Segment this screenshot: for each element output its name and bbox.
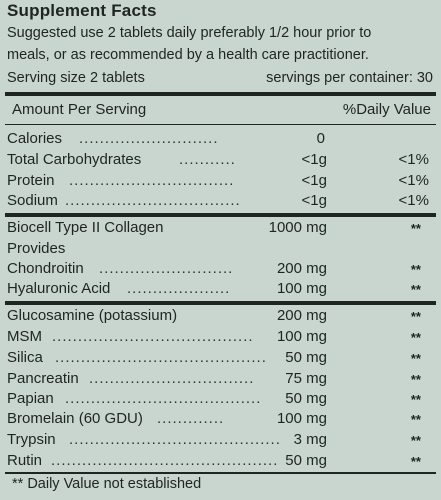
divider-thin xyxy=(5,124,436,125)
ingredient-amount: 1000 mg xyxy=(268,219,327,236)
nutrient-row-calories xyxy=(7,130,435,152)
ingredient-name: Pancreatin xyxy=(7,370,79,387)
leader-dots: .................................. xyxy=(65,192,241,209)
ingredient-daily-value: ** xyxy=(410,351,421,366)
ingredient-amount: 100 mg xyxy=(276,410,327,427)
ingredient-amount: 50 mg xyxy=(285,390,327,407)
ingredient-name: Silica xyxy=(7,349,43,366)
ingredient-daily-value: ** xyxy=(410,330,421,345)
nutrient-amount: <1g xyxy=(301,172,327,189)
divider-thin xyxy=(5,472,436,474)
ingredient-name: Glucosamine (potassium) xyxy=(7,307,178,324)
ingredient-daily-value: ** xyxy=(410,309,421,324)
ingredient-amount: 50 mg xyxy=(285,452,327,469)
ingredient-amount: 100 mg xyxy=(276,280,327,297)
nutrient-amount: 0 xyxy=(316,130,325,147)
leader-dots: ........... xyxy=(179,151,236,168)
nutrient-amount: <1g xyxy=(301,192,327,209)
ingredient-row-pancreatin xyxy=(7,370,435,392)
panel-title: Supplement Facts xyxy=(7,1,157,20)
nutrient-daily-value: <1% xyxy=(398,192,429,209)
leader-dots: .......................... xyxy=(99,260,234,277)
amount-per-serving-header: Amount Per Serving xyxy=(12,101,147,118)
nutrient-name: Sodium xyxy=(7,192,58,209)
usage-line-1: Suggested use 2 tablets daily preferably 1/2 hour prior to xyxy=(7,25,372,41)
divider-thick xyxy=(5,213,436,217)
ingredient-daily-value: ** xyxy=(410,262,421,277)
ingredient-row-collagen xyxy=(7,219,435,241)
leader-dots: ................................ xyxy=(89,370,255,387)
ingredient-amount: 3 mg xyxy=(293,431,327,448)
ingredient-amount: 75 mg xyxy=(285,370,327,387)
ingredient-name: Papian xyxy=(7,390,54,407)
ingredient-daily-value: ** xyxy=(410,282,421,297)
ingredient-daily-value: ** xyxy=(410,221,421,236)
leader-dots: ............. xyxy=(157,410,225,427)
ingredient-name: MSM xyxy=(7,328,42,345)
nutrient-daily-value: <1% xyxy=(398,172,429,189)
ingredient-daily-value: ** xyxy=(410,433,421,448)
ingredient-amount: 100 mg xyxy=(276,328,327,345)
ingredient-row-trypsin xyxy=(7,431,435,453)
nutrient-name: Total Carbohydrates xyxy=(7,151,142,168)
nutrient-name: Protein xyxy=(7,172,55,189)
ingredient-amount: 50 mg xyxy=(285,349,327,366)
ingredient-name: Rutin xyxy=(7,452,43,469)
usage-line-2: meals, or as recommended by a health care practitioner. xyxy=(7,47,369,63)
leader-dots: ....................................... xyxy=(52,328,254,345)
ingredient-amount: 200 mg xyxy=(276,307,327,324)
nutrient-name: Calories xyxy=(7,130,63,147)
ingredient-daily-value: ** xyxy=(410,372,421,387)
ingredient-name: Chondroitin xyxy=(7,260,84,277)
ingredient-daily-value: ** xyxy=(410,412,421,427)
ingredient-name: Biocell Type II Collagen xyxy=(7,219,164,236)
nutrient-row-protein xyxy=(7,172,435,194)
ingredient-row-silica xyxy=(7,349,435,371)
leader-dots: .................... xyxy=(127,280,231,297)
ingredient-name: Bromelain (60 GDU) xyxy=(7,410,143,427)
leader-dots: ...................................... xyxy=(65,390,262,407)
ingredient-name: Trypsin xyxy=(7,431,56,448)
ingredient-daily-value: ** xyxy=(410,454,421,469)
ingredient-row-msm xyxy=(7,328,435,350)
ingredient-daily-value: ** xyxy=(410,392,421,407)
ingredient-name: Hyaluronic Acid xyxy=(7,280,111,297)
divider-thick xyxy=(5,92,436,96)
divider-thick xyxy=(5,301,436,305)
ingredient-amount: 200 mg xyxy=(276,260,327,277)
footnote: ** Daily Value not established xyxy=(12,476,202,492)
servings-per-container: servings per container: 30 xyxy=(266,70,433,86)
leader-dots: ......................................... xyxy=(55,349,267,366)
ingredient-row-chondroitin xyxy=(7,260,435,282)
nutrient-row-sodium xyxy=(7,192,435,214)
nutrient-row-carbohydrates xyxy=(7,151,435,173)
ingredient-row-hyaluronic-acid xyxy=(7,280,435,302)
leader-dots: ........................... xyxy=(79,130,219,147)
daily-value-header: %Daily Value xyxy=(342,101,431,118)
ingredient-row-glucosamine xyxy=(7,307,435,329)
leader-dots: ................................ xyxy=(69,172,235,189)
serving-size: Serving size 2 tablets xyxy=(7,70,145,86)
nutrient-amount: <1g xyxy=(301,151,327,168)
leader-dots: ............................................ xyxy=(51,452,279,469)
leader-dots: ......................................... xyxy=(69,431,281,448)
ingredient-row-papian xyxy=(7,390,435,412)
ingredient-row-bromelain xyxy=(7,410,435,432)
provides-label: Provides xyxy=(7,240,66,257)
nutrient-daily-value: <1% xyxy=(398,151,429,168)
ingredient-row-rutin xyxy=(7,452,435,474)
